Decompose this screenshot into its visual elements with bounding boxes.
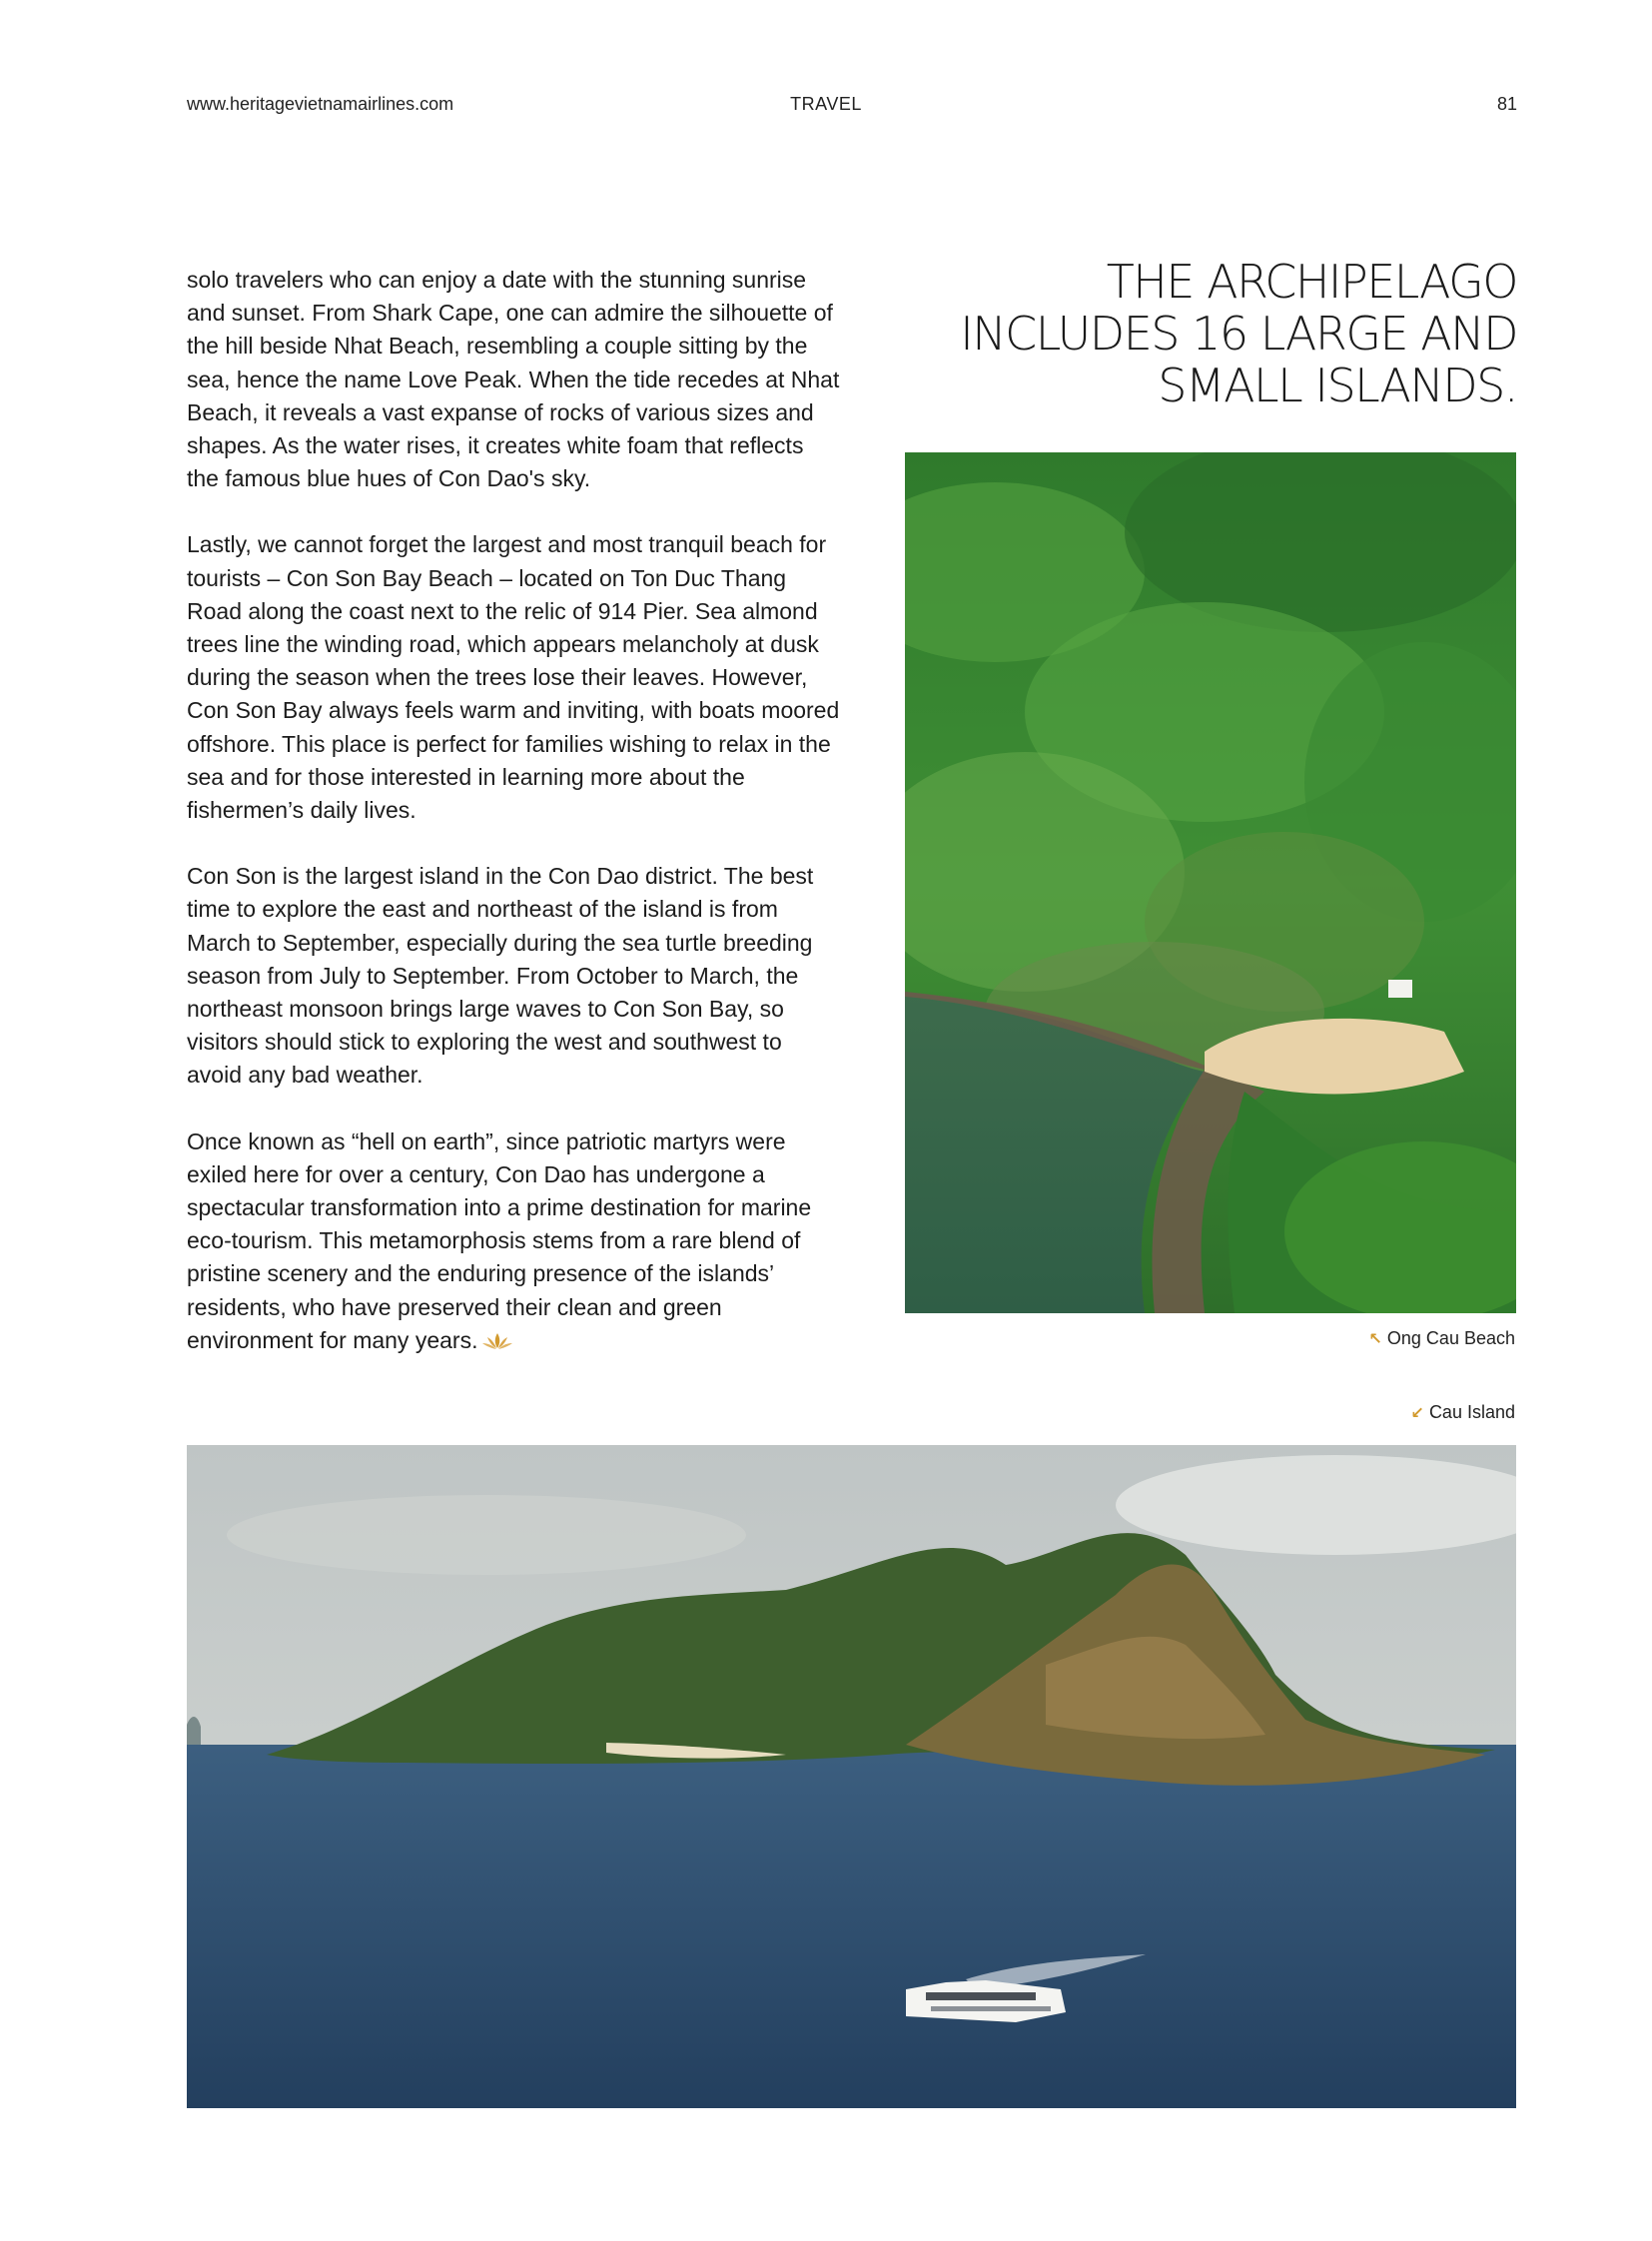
caption-ong-cau-beach	[1369, 1328, 1516, 1349]
caption-text-2: Cau Island	[1428, 1402, 1515, 1422]
pull-quote: THE ARCHIPELAGO INCLUDES 16 LARGE AND SMALL ISLANDS.	[960, 255, 1517, 412]
header-section: TRAVEL	[790, 94, 862, 114]
arrow-up-left-icon: ↖	[1368, 1330, 1382, 1348]
caption-text-1: Ong Cau Beach	[1386, 1328, 1515, 1348]
photo-cau-island	[187, 1445, 1516, 2108]
caption-cau-island	[1411, 1402, 1515, 1423]
paragraph-2: Lastly, we cannot forget the largest and most tranquil beach for tourists – Con Son Bay Beach – located on Ton Duc Thang Road along the coast next to the relic of 914 Pier. Sea almond trees line the winding road, which appears melancholy at dusk during the season when the trees lose their leaves. However, Con Son Bay always feels warm and inviting, with boats moored offshore. This place is perfect for families wishing to relax in the sea and for those interested in learning more about the fishermen’s daily lives.	[187, 531, 840, 824]
paragraph-4	[187, 1125, 841, 1357]
article-body	[187, 264, 841, 1390]
header-website: www.heritagevietnamairlines.com	[187, 94, 454, 114]
paragraph-1: solo travelers who can enjoy a date with the stunning sunrise and sunset. From Shark Cape, one can admire the silhouette of the hill beside Nhat Beach, resembling a couple sitting by the sea, hence the name Love Peak. When the tide recedes at Nhat Beach, it reveals a vast expanse of rocks of various sizes and shapes. As the water rises, it creates white foam that reflects the famous blue hues of Con Dao's sky.	[187, 267, 840, 492]
photo-ong-cau-beach	[905, 452, 1516, 1313]
lotus-icon	[481, 1331, 513, 1351]
page-number: 81	[1496, 94, 1517, 114]
arrow-down-left-icon: ↙	[1410, 1404, 1424, 1422]
paragraph-4-text: Once known as “hell on earth”, since patriotic martyrs were exiled here for over a century, Con Dao has undergone a spectacular transformation into a prime destination for marine eco-tourism. This metamorphosis stems from a rare blend of pristine scenery and the enduring presence of the islands’ residents, who have preserved their clean and green environment for many years.	[187, 1127, 812, 1353]
paragraph-3: Con Son is the largest island in the Con Dao district. The best time to explore the east and northeast of the island is from March to September, especially during the sea turtle breeding season from July to September. From October to March, the northeast monsoon brings large waves to Con Son Bay, so visitors should stick to exploring the west and southwest to avoid any bad weather.	[187, 863, 814, 1089]
